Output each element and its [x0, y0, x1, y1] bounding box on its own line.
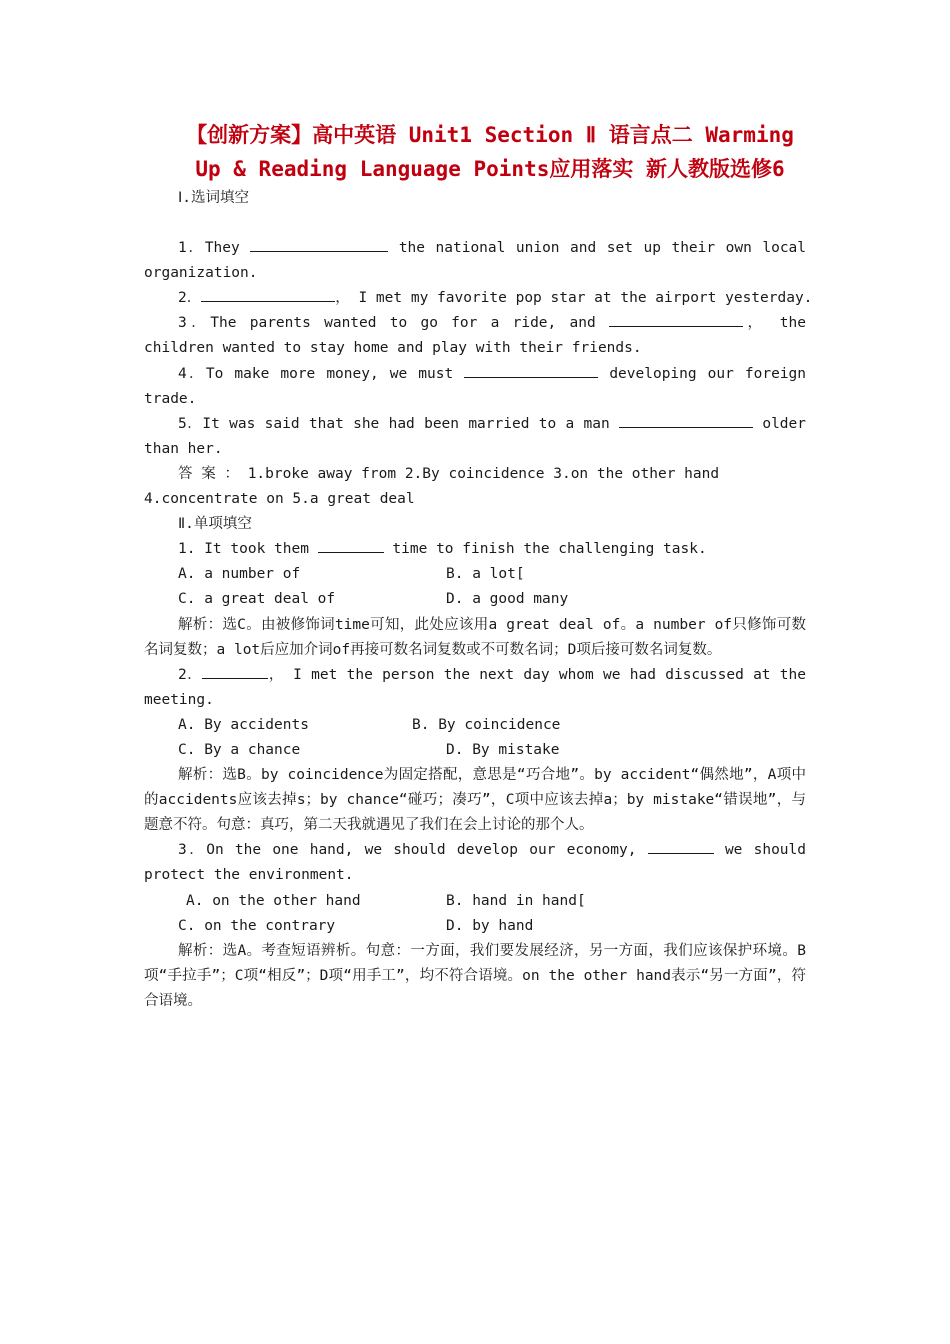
answer-key-line-1: 答 案 ： 1.broke away from 2.By coincidence 3.on the other hand	[178, 465, 720, 482]
option-d: D. By mistake	[446, 741, 560, 758]
question-text: protect the environment.	[144, 867, 354, 884]
question-number: 2．	[178, 666, 203, 683]
question-number: 5．	[178, 415, 203, 432]
question-number: 3．	[178, 315, 211, 332]
option-c: C. on the contrary	[178, 917, 336, 934]
title-line-2: Up & Reading Language Points应用落实 新人教版选修6	[195, 157, 785, 181]
option-a: A. on the other hand	[186, 892, 361, 909]
fill-question-2	[144, 286, 813, 311]
analysis-1: 解析：选C。由被修饰词time可知，此处应该用a great deal of。a number of只修饰可数名词复数；a lot后应加介词of再接可数名词复数或不可数名词；D项后接可数名词复数。	[144, 616, 806, 658]
question-text: The parents wanted to go for a ride, and	[210, 315, 596, 332]
section-2-heading: Ⅱ.单项填空	[178, 516, 252, 533]
question-text: It was said that she had been married to a man	[202, 415, 610, 432]
question-text: older	[762, 415, 806, 432]
answer-blank	[318, 538, 384, 553]
document-body	[144, 186, 813, 1014]
answer-blank	[648, 839, 714, 854]
choice-question-2	[144, 663, 806, 713]
question-number: 4．	[178, 365, 206, 382]
option-c: C. a great deal of	[178, 591, 336, 608]
answer-key-line-2: 4.concentrate on 5.a great deal	[144, 491, 415, 508]
document-title	[150, 118, 830, 186]
question-text: 3．On the one hand, we should develop our economy,	[178, 842, 637, 859]
choice-question-1	[144, 537, 806, 562]
answer-blank	[609, 312, 743, 327]
option-d: D. by hand	[446, 917, 534, 934]
question-text: time to finish the challenging task.	[392, 541, 707, 558]
option-a: A. a number of	[178, 566, 301, 583]
question-text: organization.	[144, 265, 258, 282]
title-line-1: 【创新方案】高中英语 Unit1 Section Ⅱ 语言点二 Warming	[186, 123, 794, 147]
option-b: B. hand in hand[	[446, 892, 586, 909]
question-text: meeting.	[144, 691, 214, 708]
question-number: 1．	[178, 240, 205, 257]
options-row	[144, 914, 806, 939]
answer-blank	[201, 287, 335, 302]
options-row	[144, 889, 806, 914]
options-row	[144, 562, 806, 587]
options-row	[144, 587, 806, 612]
question-text: developing our foreign	[609, 365, 807, 382]
answer-blank	[202, 664, 268, 679]
spacer	[144, 211, 806, 236]
answer-blank	[464, 363, 598, 378]
question-text: trade.	[144, 390, 197, 407]
options-row	[144, 738, 806, 763]
fill-question-3	[144, 311, 806, 361]
fill-question-1	[144, 236, 806, 286]
options-row	[144, 713, 806, 738]
question-text: They	[204, 240, 240, 257]
question-text: the national union and set up their own local	[398, 240, 807, 257]
option-a: A. By accidents	[178, 716, 309, 733]
question-text: ， I met the person the next day whom we had discussed at the	[268, 666, 806, 683]
question-text: wanted to stay home and play with their friends.	[222, 340, 642, 357]
question-number: 2．	[178, 290, 202, 307]
answer-blank	[619, 413, 753, 428]
question-text: we should	[724, 842, 806, 859]
analysis-2: 解析：选B。by coincidence为固定搭配，意思是“巧合地”。by accident“偶然地”，A项中的accidents应该去掉s；by chance“碰巧；凑巧”，C项中应该去掉a；by mistake“错误地”，与题意不符。句意：真巧，第二天我就遇见了我们在会上讨论的那个人。	[144, 767, 806, 834]
question-text: To make more money, we must	[205, 365, 454, 382]
fill-question-4	[144, 362, 806, 412]
question-text: ， I met my favorite pop star at the airport yesterday.	[335, 290, 813, 307]
section-1-heading: Ⅰ.选词填空	[178, 190, 250, 206]
question-text: 1. It took them	[178, 541, 309, 558]
option-b: B. a lot[	[446, 566, 525, 583]
analysis-3: 解析：选A。考查短语辨析。句意：一方面，我们要发展经济，另一方面，我们应该保护环境。B项“手拉手”；C项“相反”；D项“用手工”，均不符合语境。on the other hand表示“另一方面”，符合语境。	[144, 942, 806, 1009]
answer-blank	[250, 237, 388, 252]
choice-question-3	[144, 838, 806, 888]
question-text: than her.	[144, 440, 223, 457]
fill-question-5	[144, 412, 806, 462]
option-b: B. By coincidence	[412, 716, 561, 733]
question-text: ， the children	[144, 315, 806, 357]
option-c: C. By a chance	[178, 741, 301, 758]
option-d: D. a good many	[446, 591, 569, 608]
